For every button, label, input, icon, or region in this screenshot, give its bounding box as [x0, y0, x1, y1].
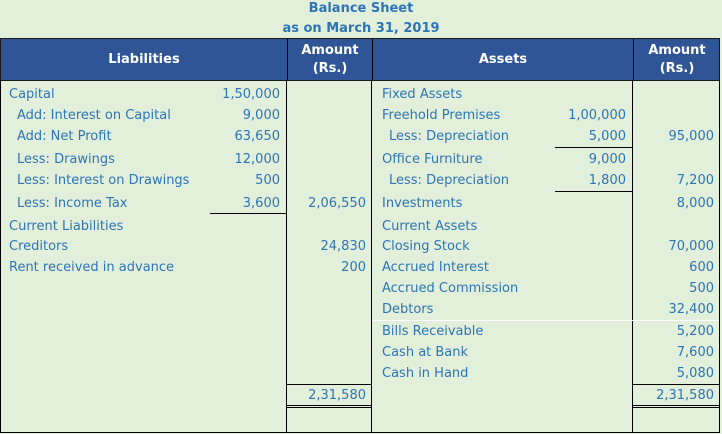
asset-label: Cash at Bank — [382, 345, 469, 360]
asset-outer-amount: 7,200 — [676, 173, 714, 188]
asset-outer-amount: 600 — [689, 260, 714, 275]
header-divider — [287, 39, 288, 80]
asset-section-heading: Current Assets — [382, 219, 478, 234]
subtotal-underline — [555, 147, 633, 148]
liability-inner-amount: 9,000 — [242, 108, 280, 123]
total-double-underline — [632, 407, 720, 408]
header-amount-right-line1: Amount — [648, 42, 706, 58]
column-divider — [371, 81, 372, 433]
asset-inner-amount: 5,000 — [588, 129, 626, 144]
liability-label: Less: Drawings — [17, 152, 115, 167]
table-header — [0, 38, 720, 81]
asset-outer-amount: 7,600 — [676, 345, 714, 360]
asset-label: Debtors — [382, 302, 434, 317]
asset-outer-amount: 5,200 — [676, 324, 714, 339]
asset-section-heading: Fixed Assets — [382, 87, 463, 102]
liability-label: Add: Interest on Capital — [17, 108, 171, 123]
asset-label: Accrued Commission — [382, 281, 519, 296]
asset-label: Less: Depreciation — [389, 129, 510, 144]
liability-outer-amount: 200 — [341, 260, 366, 275]
header-amount-right — [634, 39, 720, 80]
asset-outer-amount: 8,000 — [676, 196, 714, 211]
asset-label: Investments — [382, 196, 463, 211]
asset-label: Closing Stock — [382, 239, 470, 254]
total-double-underline — [286, 405, 372, 406]
asset-outer-amount: 70,000 — [668, 239, 714, 254]
header-assets: Assets — [478, 51, 528, 67]
asset-outer-amount: 5,080 — [676, 366, 714, 381]
sheet-title: Balance Sheet — [308, 1, 414, 16]
asset-inner-amount: 1,800 — [588, 173, 626, 188]
liability-inner-amount: 3,600 — [242, 196, 280, 211]
liability-section-heading: Current Liabilities — [9, 219, 124, 234]
asset-label: Less: Depreciation — [389, 173, 510, 188]
subtotal-underline — [555, 191, 633, 192]
liability-label: Less: Income Tax — [17, 196, 128, 211]
liability-label: Rent received in advance — [9, 260, 175, 275]
liability-outer-amount: 2,06,550 — [308, 196, 366, 211]
asset-label: Bills Receivable — [382, 324, 484, 339]
liability-label: Creditors — [9, 239, 69, 254]
assets-total: 2,31,580 — [656, 388, 714, 403]
liability-label: Capital — [9, 87, 55, 102]
asset-label: Accrued Interest — [382, 260, 490, 275]
asset-outer-amount: 500 — [689, 281, 714, 296]
asset-outer-amount: 32,400 — [668, 302, 714, 317]
liabilities-total: 2,31,580 — [308, 388, 366, 403]
asset-label: Freehold Premises — [382, 108, 501, 123]
total-double-underline — [632, 405, 720, 406]
header-amount-left-line1: Amount — [301, 42, 359, 58]
sheet-date: as on March 31, 2019 — [282, 21, 440, 36]
liability-inner-amount: 500 — [255, 173, 280, 188]
asset-outer-amount: 95,000 — [668, 129, 714, 144]
header-liabilities: Liabilities — [108, 51, 180, 67]
header-amount-right-line2: (Rs.) — [659, 60, 695, 76]
header-divider — [372, 39, 373, 80]
liability-label: Add: Net Profit — [17, 129, 112, 144]
asset-label: Office Furniture — [382, 152, 483, 167]
header-amount-left-line2: (Rs.) — [312, 60, 348, 76]
liability-outer-amount: 24,830 — [320, 239, 366, 254]
liability-inner-amount: 12,000 — [234, 152, 280, 167]
liability-inner-amount: 1,50,000 — [222, 87, 280, 102]
column-divider — [286, 81, 287, 433]
total-double-underline — [286, 407, 372, 408]
header-amount-left — [288, 39, 372, 80]
liability-label: Less: Interest on Drawings — [17, 173, 190, 188]
asset-inner-amount: 9,000 — [588, 152, 626, 167]
liability-inner-amount: 63,650 — [234, 129, 280, 144]
asset-label: Cash in Hand — [382, 366, 469, 381]
asset-inner-amount: 1,00,000 — [568, 108, 626, 123]
header-divider — [633, 39, 634, 80]
column-divider — [632, 81, 633, 433]
subtotal-underline — [210, 213, 287, 214]
